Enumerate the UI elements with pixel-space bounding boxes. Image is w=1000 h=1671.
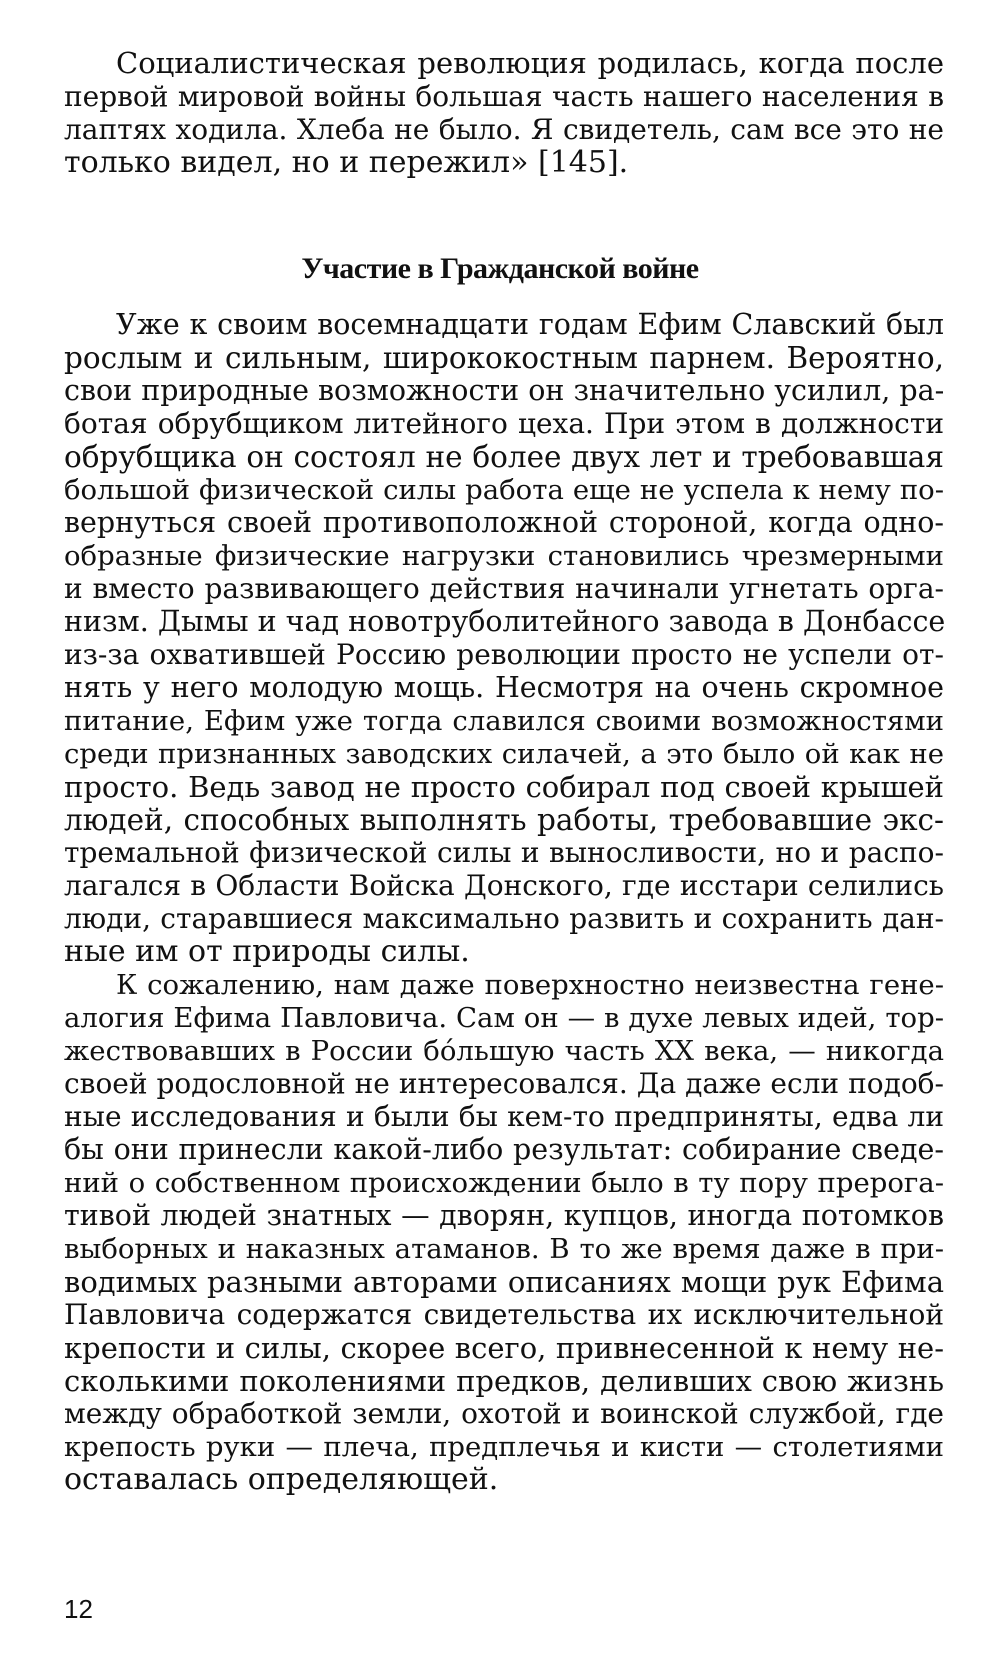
paragraph-line: между обработкой земли, охотой и воинской службой, где — [64, 1397, 944, 1430]
paragraph-line: лагался в Области Войска Донского, где исстари селились — [64, 869, 944, 902]
page-number: 12 — [64, 1594, 93, 1624]
paragraph-line: обрубщика он состоял не более двух лет и требовавшая — [64, 440, 944, 474]
paragraph-line: большой физической силы работа еще не успела к нему по- — [64, 474, 944, 506]
paragraph-line: К сожалению, нам даже поверхностно неизвестна гене- — [116, 969, 944, 1001]
paragraph-line: крепости и силы, скорее всего, привнесенной к нему не- — [64, 1331, 944, 1365]
paragraph-line: оставалась определяющей. — [64, 1462, 499, 1497]
paragraph-line: крепость руки — плеча, предплечья и кисти — столетиями — [64, 1431, 944, 1463]
paragraph-line: водимых разными авторами описаниях мощи рук Ефима — [64, 1265, 944, 1299]
paragraph-line: выборных и наказных атаманов. В то же время даже в при- — [64, 1233, 944, 1265]
paragraph-line: сколькими поколениями предков, деливших свою жизнь — [64, 1364, 944, 1398]
paragraph-line: среди признанных заводских силачей, а это было ой как не — [64, 738, 944, 770]
paragraph-line: образные физические нагрузки становились чрезмерными — [64, 540, 944, 572]
paragraph-line: просто. Ведь завод не просто собирал под своей крышей — [64, 770, 944, 804]
paragraph-line: рослым и сильным, ширококостным парнем. Вероятно, — [64, 341, 944, 375]
paragraph-line: алогия Ефима Павловича. Сам он — в духе левых идей, тор- — [64, 1002, 944, 1034]
paragraph-line: из-за охватившей Россию революции просто не успели от- — [64, 638, 944, 671]
paragraph-line: люди, старавшиеся максимально развить и сохранить дан- — [64, 902, 944, 935]
intro-line: Социалистическая революция родилась, когда после — [116, 46, 944, 80]
paragraph-line: своей родословной не интересовался. Да даже если подоб- — [64, 1067, 944, 1100]
intro-line: только видел, но и пережил» [145]. — [64, 145, 629, 180]
paragraph-line: ные исследования и были бы кем-то предприняты, едва ли — [64, 1100, 944, 1133]
section-heading: Участие в Гражданской войне — [301, 252, 699, 285]
paragraph-line: свои природные возможности он значительно усилил, ра- — [64, 374, 945, 407]
paragraph-line: ний о собственном происхождении было в ту пору прерога- — [64, 1167, 944, 1199]
paragraph-line: ные им от природы силы. — [64, 934, 470, 969]
intro-line: первой мировой войны большая часть нашего населения в — [64, 80, 944, 113]
paragraph-line: низм. Дымы и чад новотруболитейного завода в Донбассе — [64, 605, 946, 638]
paragraph-line: нять у него молодую мощь. Несмотря на очень скромное — [64, 671, 944, 704]
paragraph-line: жествовавших в России бóльшую часть XX века, — никогда — [64, 1035, 944, 1067]
paragraph-line: Уже к своим восемнадцати годам Ефим Славский был — [116, 308, 944, 341]
paragraph-line: питание, Ефим уже тогда славился своими возможностями — [64, 705, 944, 737]
paragraph-line: и вместо развивающего действия начинали угнетать орга- — [64, 572, 944, 605]
intro-line: лаптях ходила. Хлеба не было. Я свидетель, сам все это не — [64, 113, 944, 146]
paragraph-line: вернуться своей противоположной стороной, когда одно- — [64, 506, 944, 539]
paragraph-line: Павловича содержатся свидетельства их исключительной — [64, 1298, 944, 1331]
paragraph-line: ботая обрубщиком литейного цеха. При этом в должности — [64, 407, 944, 440]
paragraph-line: тивой людей знатных — дворян, купцов, иногда потомков — [64, 1199, 944, 1232]
paragraph-line: тремальной физической силы и выносливости, но и распо- — [64, 836, 944, 869]
paragraph-line: бы они принесли какой-либо результат: собирание сведе- — [64, 1133, 944, 1166]
paragraph-line: людей, способных выполнять работы, требовавшие экс- — [64, 803, 944, 837]
